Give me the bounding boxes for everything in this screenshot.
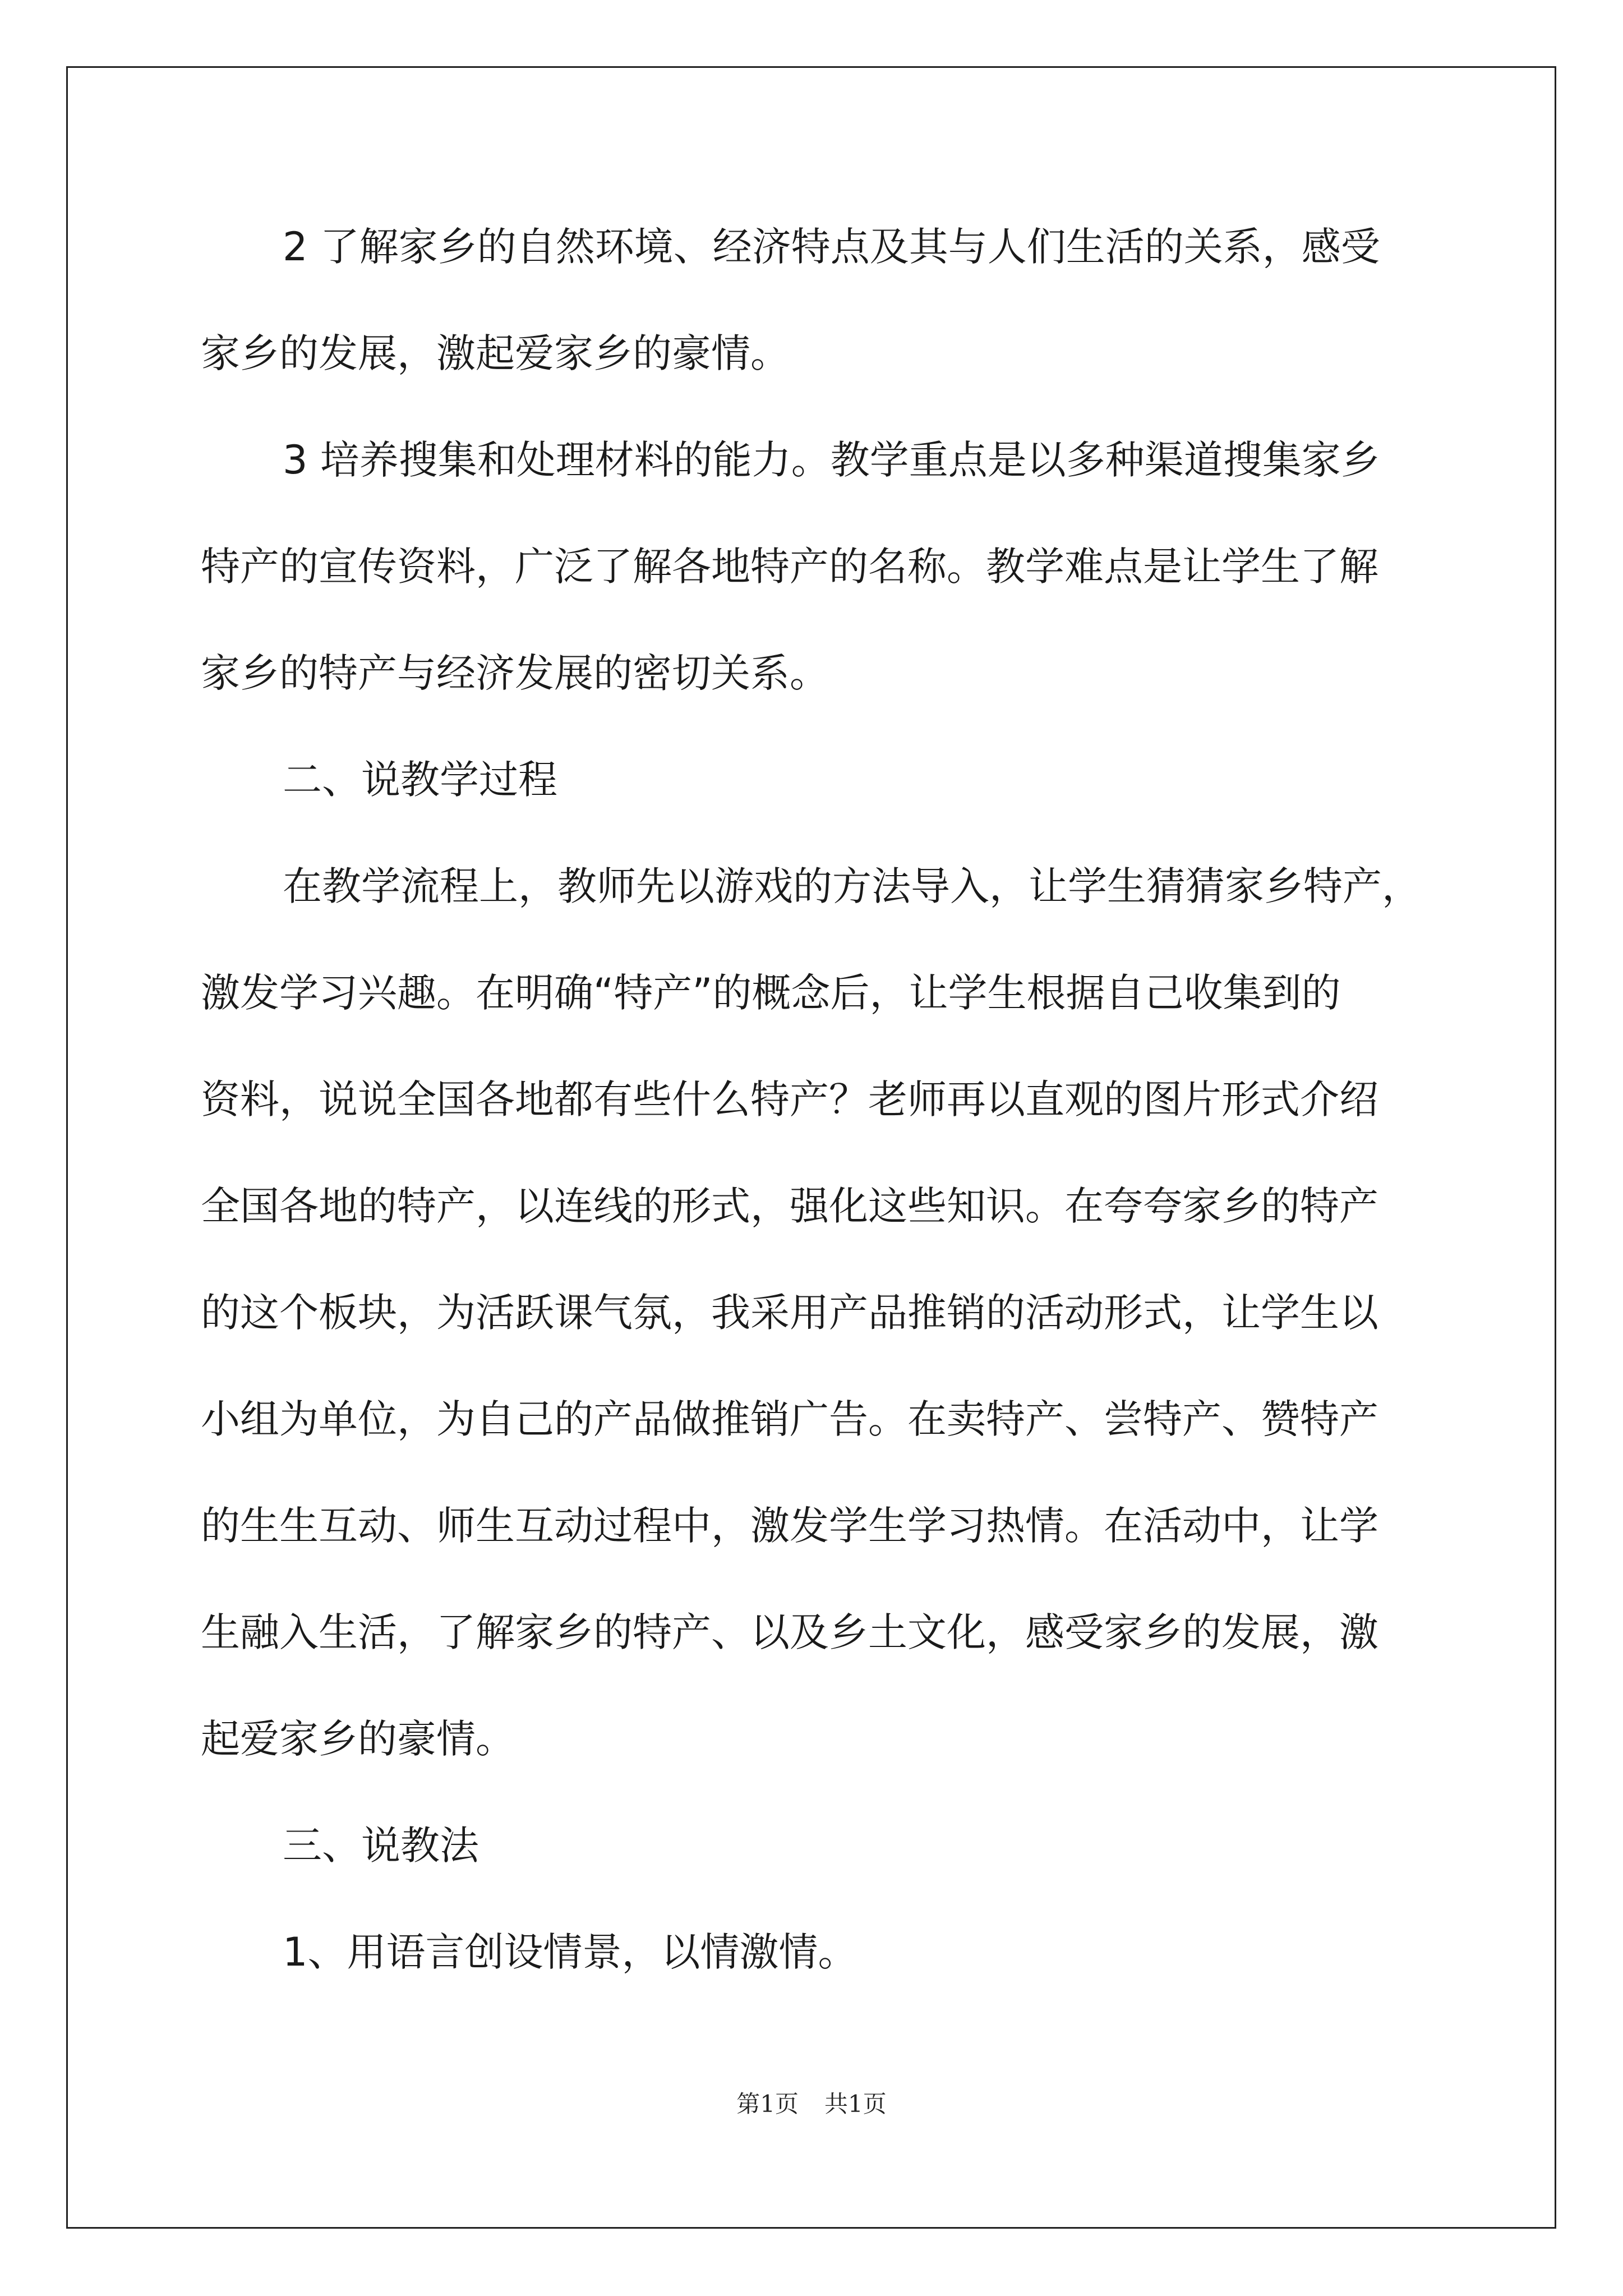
document-body	[201, 216, 1423, 2028]
text-line: 家乡的特产与经济发展的密切关系。	[201, 650, 829, 696]
text-line: 全国各地的特产，以连线的形式，强化这些知识。在夸夸家乡的特产	[201, 1183, 1378, 1229]
text-line: 家乡的发展，激起爱家乡的豪情。	[201, 330, 790, 376]
text-line: 小组为单位，为自己的产品做推销广告。在卖特产、尝特产、赞特产	[201, 1396, 1378, 1442]
text-line: 1、用语言创设情景，以情激情。	[283, 1929, 857, 1975]
text-line: 2 了解家乡的自然环境、经济特点及其与人们生活的关系，感受	[283, 224, 1380, 270]
text-line: 资料，说说全国各地都有些什么特产？老师再以直观的图片形式介绍	[201, 1076, 1378, 1122]
page-number-total: 共1页	[824, 2090, 887, 2118]
page-footer	[0, 2086, 1623, 2119]
text-line: 的这个板块，为活跃课气氛，我采用产品推销的活动形式，让学生以	[201, 1290, 1378, 1336]
text-line: 起爱家乡的豪情。	[201, 1716, 515, 1762]
text-line: 3 培养搜集和处理材料的能力。教学重点是以多种渠道搜集家乡	[283, 437, 1380, 483]
text-line: 在教学流程上，教师先以游戏的方法导入，让学生猜猜家乡特产，	[283, 863, 1421, 909]
section-heading: 二、说教学过程	[283, 757, 557, 803]
text-line: 特产的宣传资料，广泛了解各地特产的名称。教学难点是让学生了解	[201, 544, 1378, 590]
text-line: 激发学习兴趣。在明确“特产”的概念后，让学生根据自己收集到的	[201, 970, 1341, 1016]
text-line: 生融入生活，了解家乡的特产、以及乡土文化，感受家乡的发展，激	[201, 1609, 1378, 1655]
page-number-current: 第1页	[736, 2090, 799, 2118]
section-heading: 三、说教法	[283, 1823, 479, 1869]
text-line: 的生生互动、师生互动过程中，激发学生学习热情。在活动中，让学	[201, 1503, 1378, 1549]
